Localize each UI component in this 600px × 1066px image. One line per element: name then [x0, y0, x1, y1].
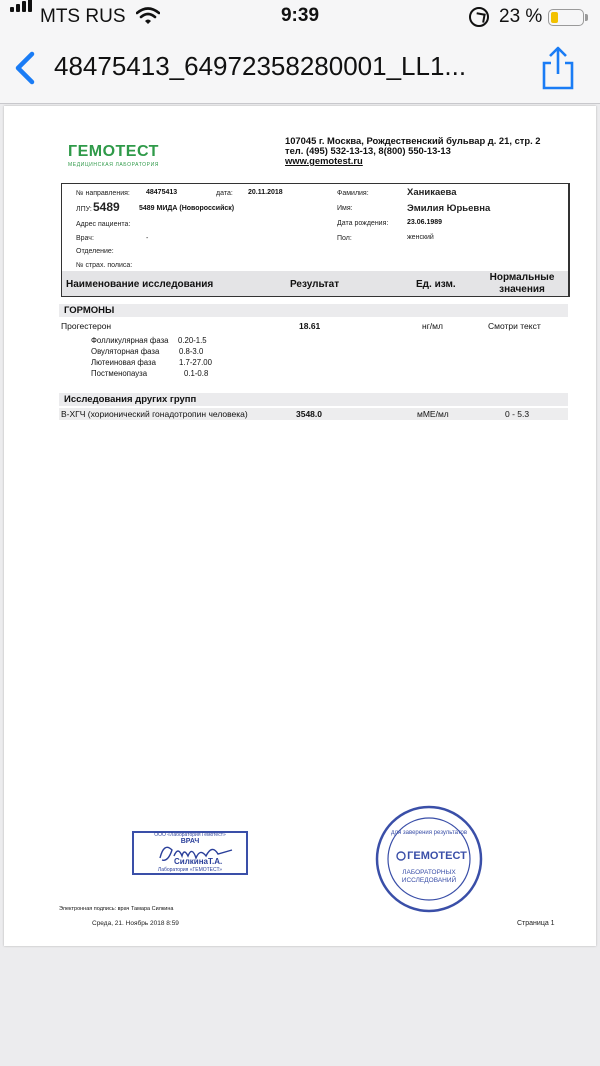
- patient-birth-date: 23.06.1989: [407, 219, 443, 226]
- table-row: В-ХГЧ (хорионический гонадотропин человека) 3548.0 мМЕ/мл 0 - 5.3: [59, 408, 568, 420]
- orientation-lock-icon: [469, 7, 489, 27]
- chevron-left-icon[interactable]: [8, 46, 44, 90]
- phase-value: 0.20-1.5: [178, 336, 207, 345]
- phase-label: Фолликулярная фаза: [91, 336, 169, 345]
- lab-website: www.gemotest.ru: [285, 155, 363, 166]
- section-title: ГОРМОНЫ: [59, 304, 568, 317]
- patient-surname: Ханикаева: [407, 187, 457, 198]
- status-bar: [0, 0, 600, 36]
- battery-nub: [585, 14, 588, 21]
- navigation-bar: [0, 36, 600, 104]
- doctor-value: -: [146, 235, 149, 242]
- lpu-name: 5489 МИДА (Новороссийск): [139, 205, 235, 212]
- share-icon[interactable]: [538, 44, 578, 92]
- phase-label: Постменопауза: [91, 369, 148, 378]
- phase-value: 0.1-0.8: [184, 369, 209, 378]
- battery-icon: [548, 9, 584, 26]
- patient-info-box: № направления: 48475413 дата: 20.11.2018 ЛПУ: 5489 5489 МИДА (Новороссийск) Адрес пациента: Врач: - Отделение: № страх. полиса: Фамилия: Ханикаева Имя: Эмилия Юрьевна Дата рождения: 23.06.1989 Пол: женский: [61, 183, 570, 297]
- patient-name: Эмилия Юрьевна: [407, 203, 491, 214]
- phase-value: 1.7-27.00: [179, 358, 212, 367]
- signature: [154, 836, 244, 872]
- lpu-number: 5489: [93, 200, 120, 214]
- document-title: 48475413_64972358280001_LL1...: [54, 51, 467, 81]
- page-number: Страница 1: [517, 920, 555, 927]
- electronic-signature: Электронная подпись: врач Тамара Силкина: [59, 906, 174, 912]
- carrier-name: MTS RUS: [40, 6, 126, 27]
- phase-value: 0.8-3.0: [179, 347, 204, 356]
- table-row: Прогестерон 18.61 нг/мл Смотри текст: [61, 321, 541, 331]
- lab-address: 107045 г. Москва, Рождественский бульвар д. 21, стр. 2 тел. (495) 532-13-13, 8(800) 550-13-13 www.gemotest.ru: [285, 135, 541, 166]
- doctor-stamp: ООО «Лаборатория Гемотест» ВРАЧ СилкинаТ.А. Лаборатория «ГЕМОТЕСТ»: [132, 831, 248, 875]
- battery-percent: 23 %: [499, 6, 543, 27]
- lab-round-stamp: для заверения результатов ГЕМОТЕСТ ЛАБОРАТОРНЫХ ИССЛЕДОВАНИЙ: [374, 804, 484, 914]
- patient-sex: женский: [407, 234, 434, 241]
- document-page[interactable]: [4, 106, 596, 946]
- referral-date: 20.11.2018: [248, 189, 283, 196]
- section-title: Исследования других групп: [59, 393, 568, 406]
- phase-label: Лютеиновая фаза: [91, 358, 156, 367]
- referral-number: 48475413: [146, 189, 178, 196]
- gemotest-logo: ГЕМОТЕСТ МЕДИЦИНСКАЯ ЛАБОРАТОРИЯ: [68, 143, 159, 168]
- print-date: Среда, 21. Ноябрь 2018 8:59: [92, 920, 179, 927]
- results-table-header: Наименование исследования Результат Ед. изм. Нормальные значения: [61, 271, 570, 297]
- phase-label: Овуляторная фаза: [91, 347, 160, 356]
- status-time: 9:39: [280, 5, 320, 26]
